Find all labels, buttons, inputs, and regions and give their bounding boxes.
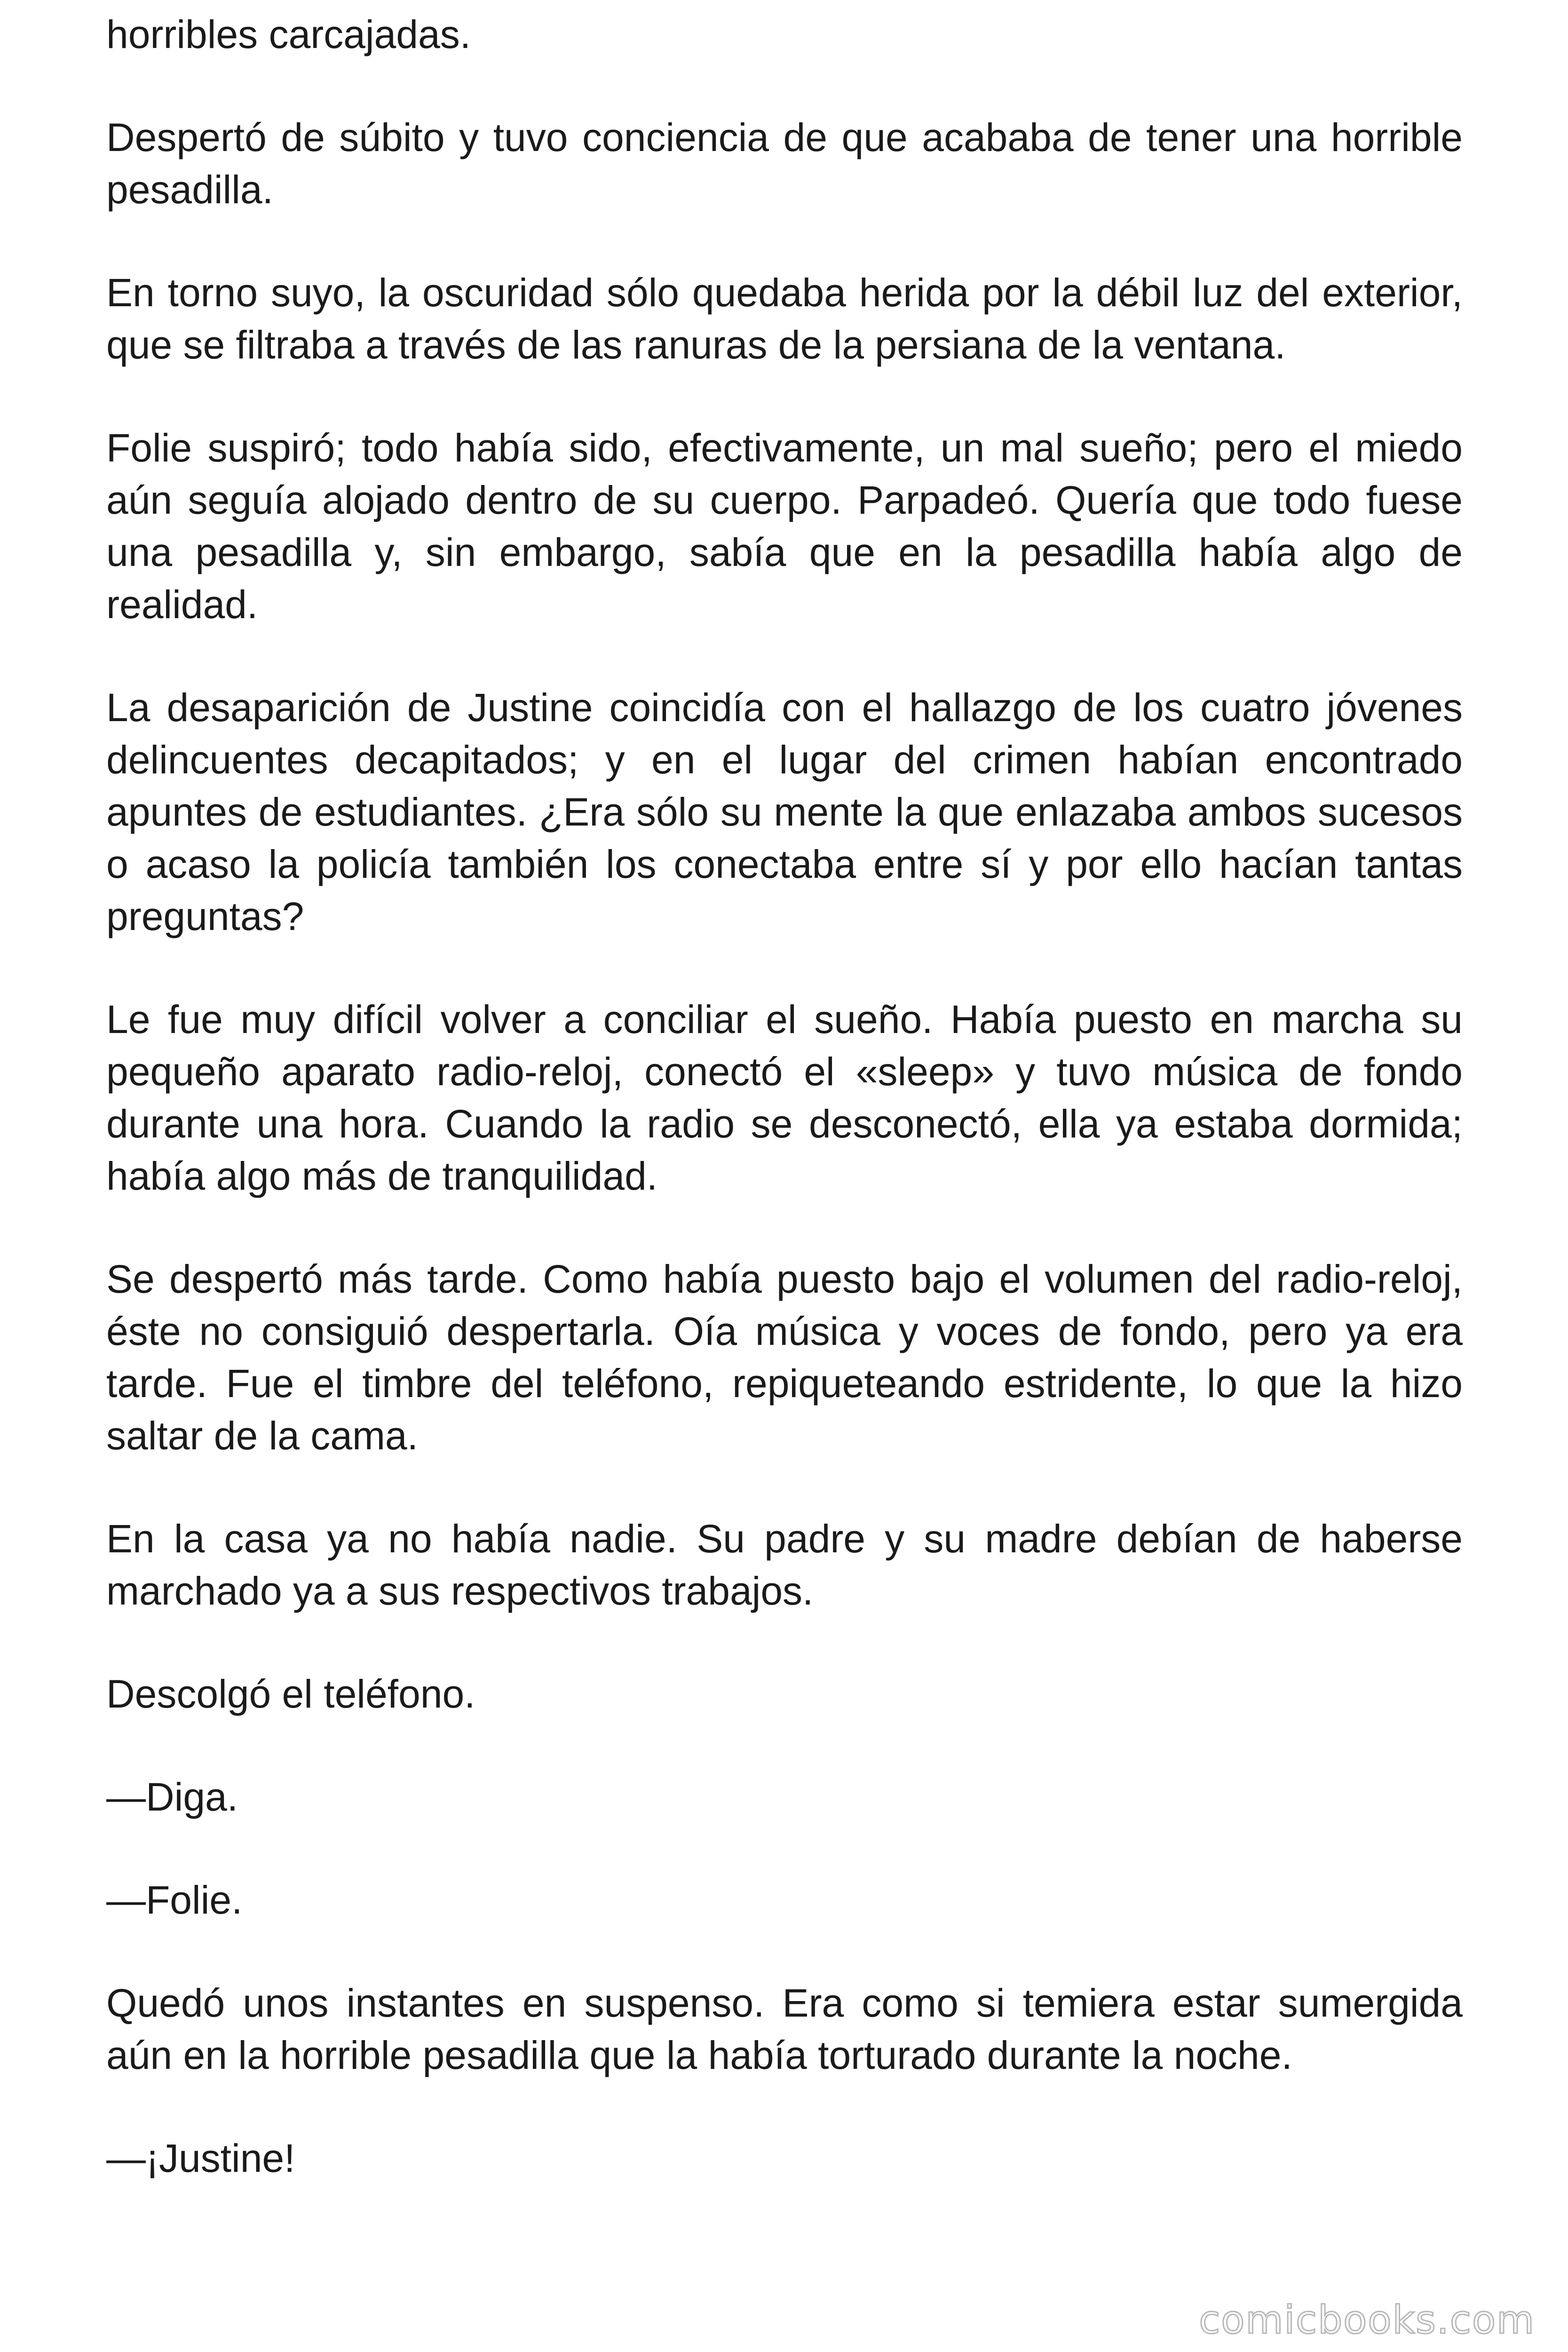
dialogue-line: —¡Justine! bbox=[106, 2136, 295, 2180]
body-text bbox=[106, 8, 1463, 2235]
paragraph: Le fue muy difícil volver a conciliar el sueño. Había puesto en marcha su pequeño aparato radio-reloj, conectó el «sleep» y tuvo música de fondo durante una hora. Cuando la radio se desconectó, ella ya estaba dormida; había algo más de tranquilidad. bbox=[106, 997, 1463, 1198]
paragraph: Se despertó más tarde. Como había puesto bajo el volumen del radio-reloj, éste no consiguió despertarla. Oía música y voces de fondo, pero ya era tarde. Fue el timbre del teléfono, repiqueteando estridente, lo que la hizo saltar de la cama. bbox=[106, 1257, 1463, 1458]
paragraph: En torno suyo, la oscuridad sólo quedaba herida por la débil luz del exterior, que se filtraba a través de las ranuras de la persiana de la ventana. bbox=[106, 270, 1463, 367]
paragraph: En la casa ya no había nadie. Su padre y su madre debían de haberse marchado ya a sus respectivos trabajos. bbox=[106, 1517, 1463, 1613]
watermark: comicbooks.com bbox=[1199, 2298, 1535, 2343]
paragraph: Despertó de súbito y tuvo conciencia de que acababa de tener una horrible pesadilla. bbox=[106, 115, 1463, 212]
paragraph: Descolgó el teléfono. bbox=[106, 1672, 475, 1716]
paragraph: Quedó unos instantes en suspenso. Era como si temiera estar sumergida aún en la horrible pesadilla que la había torturado durante la noche. bbox=[106, 1981, 1463, 2077]
paragraph: horribles carcajadas. bbox=[106, 12, 471, 56]
paragraph: Folie suspiró; todo había sido, efectivamente, un mal sueño; pero el miedo aún seguía alojado dentro de su cuerpo. Parpadeó. Quería que todo fuese una pesadilla y, sin embargo, sabía que en la pesadilla había algo de realidad. bbox=[106, 426, 1463, 627]
dialogue-line: —Diga. bbox=[106, 1775, 238, 1819]
dialogue-line: —Folie. bbox=[106, 1878, 243, 1922]
paragraph: La desaparición de Justine coincidía con el hallazgo de los cuatro jóvenes delincuentes decapitados; y en el lugar del crimen habían encontrado apuntes de estudiantes. ¿Era sólo su mente la que enlazaba ambos sucesos o acaso la policía también los conectaba entre sí y por ello hacían tantas preguntas? bbox=[106, 685, 1463, 938]
